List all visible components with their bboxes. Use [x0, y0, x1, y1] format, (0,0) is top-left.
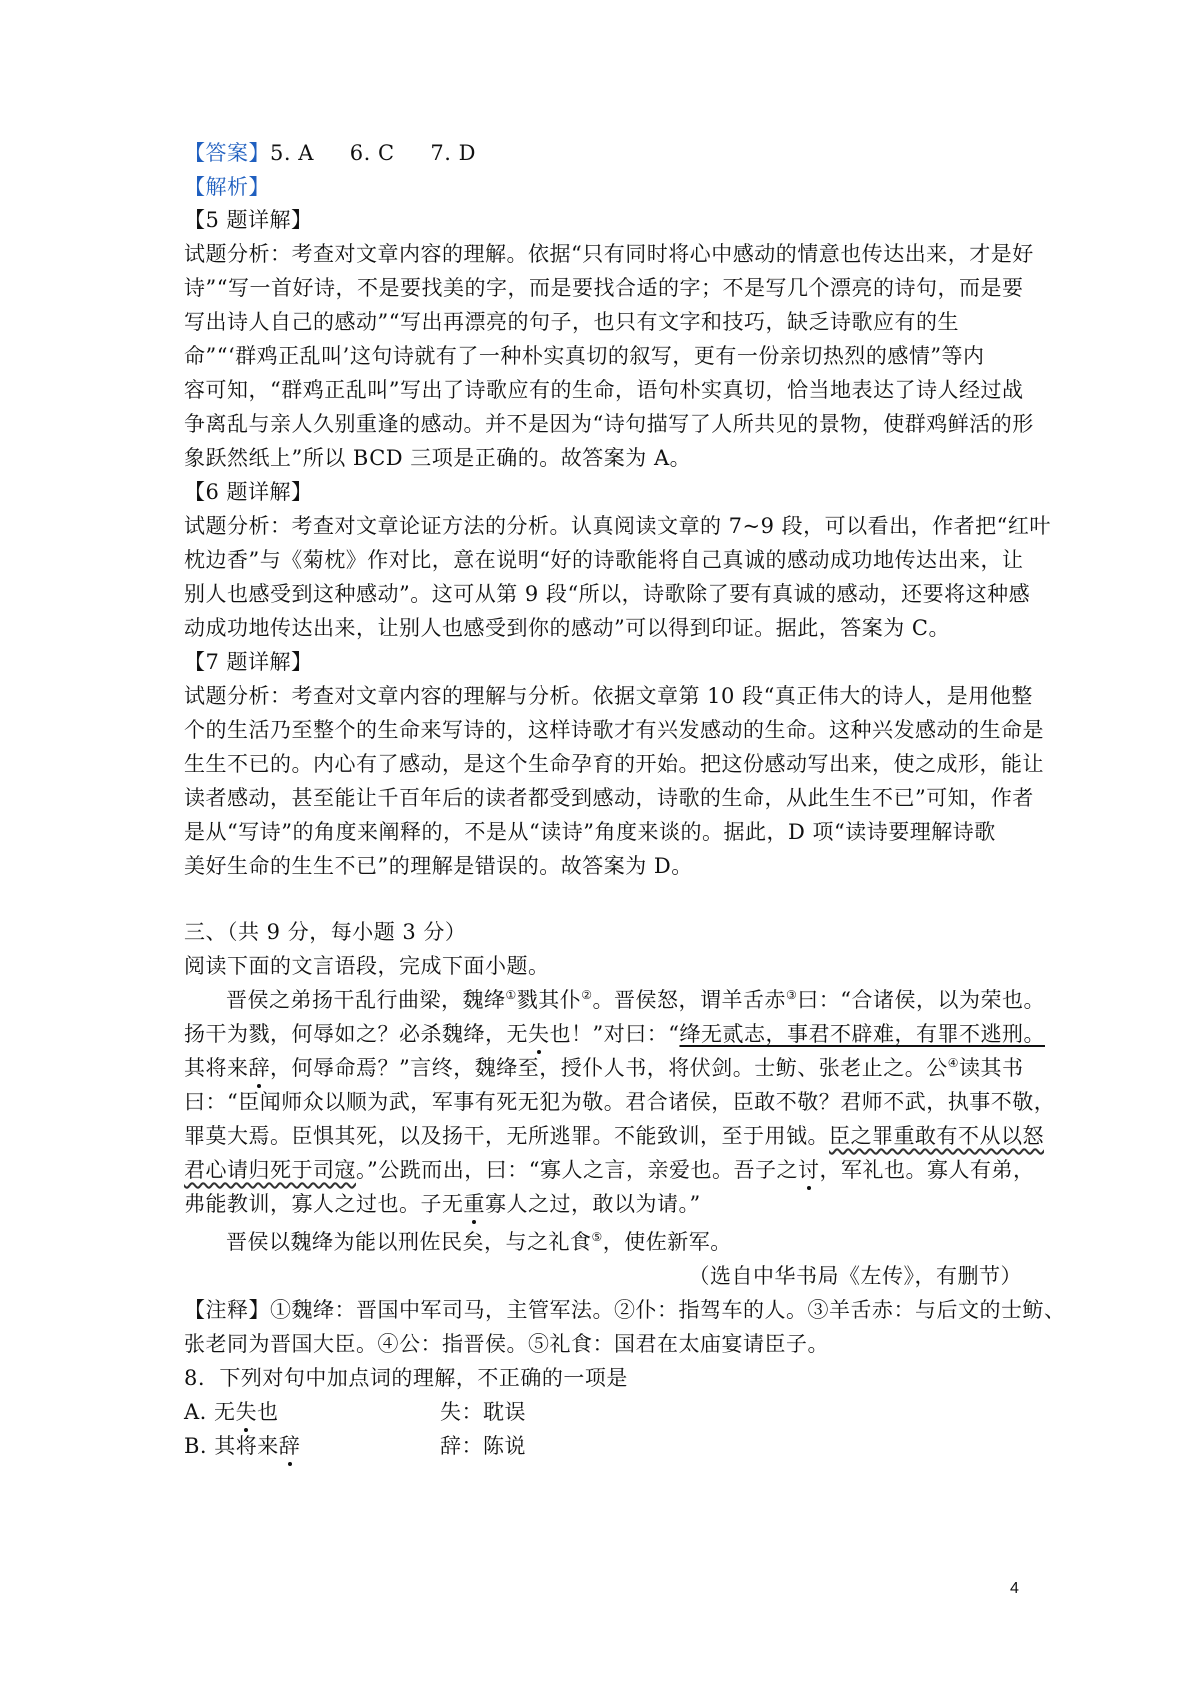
- option-row: [184, 1434, 300, 1458]
- q6-line: 动成功地传达出来，让别人也感受到你的感动”可以得到印证。据此，答案为 C。: [184, 616, 950, 640]
- option-text: 其将来: [214, 1434, 279, 1458]
- q5-line: 容可知，“群鸡正乱叫”写出了诗歌应有的生命，语句朴实真切，恰当地表达了诗人经过战: [184, 378, 1024, 402]
- dotted-word: 辞: [248, 1056, 270, 1080]
- dotted-word: 失: [235, 1400, 258, 1424]
- option-meaning: 辞：陈说: [440, 1434, 526, 1458]
- passage-line: 曰：“臣闻师众以顺为武，军事有死无犯为敬。君合诸侯，臣敢不敬？君师不武，执事不敬，: [184, 1090, 1056, 1114]
- wavy-underlined-sentence: 君心请归死于司寇: [184, 1158, 356, 1182]
- passage-line: [184, 1124, 1044, 1148]
- dotted-word: 辞: [278, 1434, 301, 1458]
- option-letter: B.: [184, 1434, 208, 1458]
- page-number: 4: [1010, 1580, 1019, 1597]
- passage-text: 罪莫大焉。臣惧其死，以及扬干，无所逃罪。不能致训，至于用钺。: [184, 1124, 829, 1148]
- footnote-marker: ⑤: [591, 1230, 603, 1244]
- dotted-word: 失: [528, 1022, 550, 1046]
- passage-text: ，军礼也。寡人有弟，: [819, 1158, 1035, 1182]
- notes-line: 张老同为晋国大臣。④公：指晋侯。⑤礼食：国君在太庙宴请臣子。: [184, 1332, 829, 1356]
- passage-text: 曰：“合诸侯，以为荣也。: [797, 988, 1046, 1012]
- passage-text: 晋侯之弟扬干乱行曲梁，魏绛: [226, 988, 506, 1012]
- q5-line: 争离乱与亲人久别重逢的感动。并不是因为“诗句描写了人所共见的景物，使群鸡鲜活的形: [184, 412, 1034, 436]
- passage-text: ，使佐新军。: [602, 1230, 732, 1254]
- dotted-word: 讨: [797, 1158, 820, 1182]
- question-stem: 8. 下列对句中加点词的理解，不正确的一项是: [184, 1366, 628, 1390]
- footnote-marker: ④: [947, 1056, 959, 1070]
- option-text: 也: [257, 1400, 279, 1424]
- section-instruction: 阅读下面的文言语段，完成下面小题。: [184, 954, 550, 978]
- q7-line: 美好生命的生生不已”的理解是错误的。故答案为 D。: [184, 854, 693, 878]
- q6-line: 试题分析：考查对文章论证方法的分析。认真阅读文章的 7~9 段，可以看出，作者把“红叶: [184, 514, 1051, 538]
- q7-heading: 【7 题详解】: [184, 650, 313, 674]
- underlined-sentence: 绛无贰志，事君不辟难，有罪不逃刑。: [679, 1022, 1045, 1046]
- option-letter: A.: [184, 1400, 207, 1424]
- q6-heading: 【6 题详解】: [184, 480, 313, 504]
- q6-line: 枕边香”与《菊枕》作对比，意在说明“好的诗歌能将自己真诚的感动成功地传达出来，让: [184, 548, 1024, 572]
- passage-text: 戮其仆: [516, 988, 582, 1012]
- notes-line: 【注释】①魏绛：晋国中军司马，主管军法。②仆：指驾车的人。③羊舌赤：与后文的士鲂、: [184, 1298, 1066, 1322]
- q5-line: 试题分析：考查对文章内容的理解。依据“只有同时将心中感动的情意也传达出来，才是好: [184, 242, 1034, 266]
- passage-text: 其将来: [184, 1056, 249, 1080]
- passage-text: 。”公跣而出，曰：“寡人之言，亲爱也。吾子之: [356, 1158, 798, 1182]
- section-title: 三、（共 9 分，每小题 3 分）: [184, 920, 467, 944]
- wavy-underlined-sentence: 臣之罪重敢有不从以怒: [829, 1124, 1044, 1148]
- q5-line: 命”“‘群鸡正乱叫’这句诗就有了一种朴实真切的叙写，更有一份亲切热烈的感情”等内: [184, 344, 985, 368]
- q7-line: 试题分析：考查对文章内容的理解与分析。依据文章第 10 段“真正伟大的诗人，是用他整: [184, 684, 1033, 708]
- q7-line: 读者感动，甚至能让千百年后的读者都受到感动，诗歌的生命，从此生生不已”可知，作者: [184, 786, 1034, 810]
- footnote-marker: ③: [786, 988, 798, 1002]
- passage-line: [184, 1022, 1045, 1046]
- footnote-marker: ②: [581, 988, 593, 1002]
- answer-label: 【答案】: [184, 141, 270, 165]
- passage-text: 也！”对曰：“: [549, 1022, 680, 1046]
- q7-line: 是从“写诗”的角度来阐释的，不是从“读诗”角度来谈的。据此，D 项“读诗要理解诗歌: [184, 820, 996, 844]
- answer-text: 5. A 6. C 7. D: [270, 141, 476, 165]
- q5-line: 写出诗人自己的感动”“写出再漂亮的句子，也只有文字和技巧，缺乏诗歌应有的生: [184, 310, 959, 334]
- q5-heading: 【5 题详解】: [184, 208, 313, 232]
- passage-text: ，何辱命焉？”言终，魏绛至，授仆人书，将伏剑。士鲂、张老止之。公: [270, 1056, 948, 1080]
- option-row: [184, 1400, 279, 1424]
- option-text: 无: [214, 1400, 236, 1424]
- passage-line: [226, 988, 1045, 1012]
- passage-line: [226, 1230, 732, 1254]
- q7-line: 生生不已的。内心有了感动，是这个生命孕育的开始。把这份感动写出来，使之成形，能让: [184, 752, 1044, 776]
- dotted-word: 重: [463, 1192, 485, 1216]
- q5-line: 象跃然纸上”所以 BCD 三项是正确的。故答案为 A。: [184, 446, 692, 470]
- passage-text: 弗能教训，寡人之过也。子无: [184, 1192, 464, 1216]
- option-meaning: 失：耽误: [440, 1400, 526, 1424]
- passage-text: 晋侯以魏绛为能以刑佐民矣，与之礼食: [226, 1230, 592, 1254]
- passage-line: [184, 1192, 701, 1216]
- analysis-label: 【解析】: [184, 175, 270, 199]
- q7-line: 个的生活乃至整个的生命来写诗的，这样诗歌才有兴发感动的生命。这种兴发感动的生命是: [184, 718, 1044, 742]
- passage-line: [184, 1056, 1024, 1080]
- answer-line: [184, 141, 476, 165]
- q5-line: 诗”“写一首好诗，不是要找美的字，而是要找合适的字；不是写几个漂亮的诗句，而是要: [184, 276, 1024, 300]
- passage-text: 扬干为戮，何辱如之？必杀魏绛，无: [184, 1022, 528, 1046]
- source-citation: （选自中华书局《左传》，有删节）: [688, 1264, 1022, 1288]
- passage-text: 。晋侯怒，谓羊舌赤: [592, 988, 787, 1012]
- footnote-marker: ①: [505, 988, 517, 1002]
- passage-line: [184, 1158, 1034, 1182]
- passage-text: 寡人之过，敢以为请。”: [485, 1192, 701, 1216]
- q6-line: 别人也感受到这种感动”。这可从第 9 段“所以，诗歌除了要有真诚的感动，还要将这种感: [184, 582, 1031, 606]
- passage-text: 读其书: [959, 1056, 1024, 1080]
